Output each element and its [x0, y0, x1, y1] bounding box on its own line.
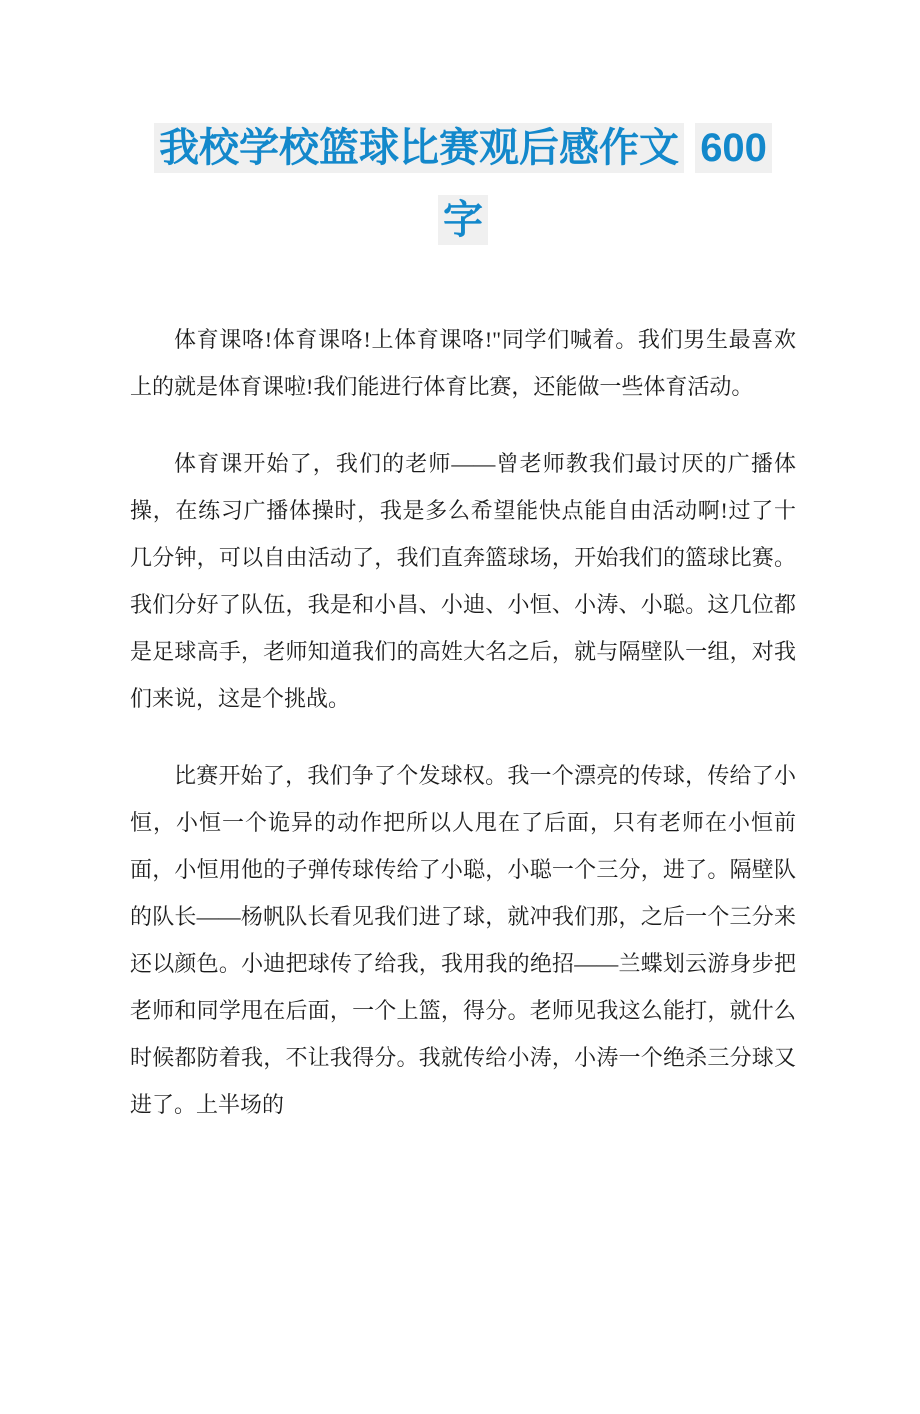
- title-line1-number: 600: [695, 123, 772, 173]
- title-line1-text: 我校学校篮球比赛观后感作文: [154, 123, 684, 173]
- paragraph-1: 体育课咯!体育课咯!上体育课咯!"同学们喊着。我们男生最喜欢上的就是体育课啦!我们能进行体育比赛，还能做一些体育活动。: [130, 327, 796, 399]
- paragraph-2: 体育课开始了，我们的老师——曾老师教我们最讨厌的广播体操，在练习广播体操时，我是多么希望能快点能自由活动啊!过了十几分钟，可以自由活动了，我们直奔篮球场，开始我们的篮球比赛。我们分好了队伍，我是和小昌、小迪、小恒、小涛、小聪。这几位都是足球高手，老师知道我们的高姓大名之后，就与隔壁队一组，对我们来说，这是个挑战。: [130, 451, 796, 711]
- document-page: [0, 112, 920, 1414]
- title-line2-text: 字: [438, 195, 488, 245]
- page-title: [130, 112, 796, 256]
- paragraph-3: 比赛开始了，我们争了个发球权。我一个漂亮的传球，传给了小恒，小恒一个诡异的动作把所以人甩在了后面，只有老师在小恒前面，小恒用他的子弹传球传给了小聪，小聪一个三分，进了。隔壁队的队长——杨帆队长看见我们进了球，就冲我们那，之后一个三分来还以颜色。小迪把球传了给我，我用我的绝招——兰蝶划云游身步把老师和同学甩在后面，一个上篮，得分。老师见我这么能打，就什么时候都防着我，不让我得分。我就传给小涛，小涛一个绝杀三分球又进了。上半场的: [130, 763, 796, 1117]
- document-body: [130, 316, 796, 1128]
